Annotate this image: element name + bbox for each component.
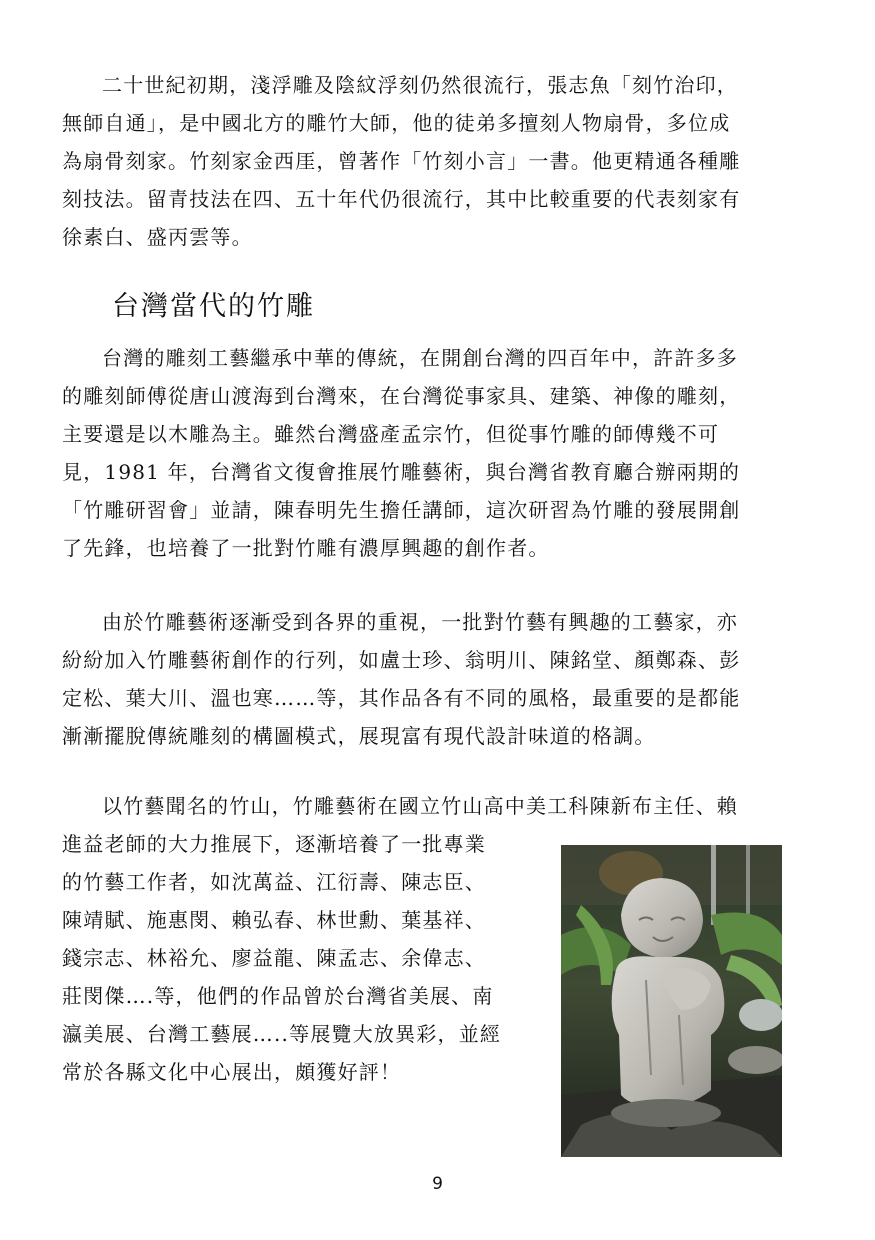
- text-line: 以竹藝聞名的竹山，竹雕藝術在國立竹山高中美工科陳新布主任、賴: [102, 794, 738, 818]
- text-line: 「竹雕研習會」並請，陳春明先生擔任講師，這次研習為竹雕的發展開創: [62, 498, 741, 522]
- text-line: 了先鋒，也培養了一批對竹雕有濃厚興趣的創作者。: [62, 536, 550, 560]
- text-line: 定松、葉大川、溫也寒……等，其作品各有不同的風格，最重要的是都能: [62, 686, 741, 710]
- text-line: 刻技法。留青技法在四、五十年代仍很流行，其中比較重要的代表刻家有: [62, 187, 741, 211]
- text-line: 瀛美展、台灣工藝展…..等展覽大放異彩，並經: [62, 1022, 502, 1046]
- text-line: 進益老師的大力推展下，逐漸培養了一批專業: [62, 832, 486, 856]
- text-line: 由於竹雕藝術逐漸受到各界的重視，一批對竹藝有興趣的工藝家，亦: [102, 610, 738, 634]
- text-line: 徐素白、盛丙雲等。: [62, 225, 253, 249]
- paragraph-artists: [62, 603, 792, 755]
- text-line: 見，1981 年，台灣省文復會推展竹雕藝術，與台灣省教育廳合辦兩期的: [62, 460, 741, 484]
- paragraph-early-20th-century: [62, 66, 792, 256]
- text-line: 的雕刻師傅從唐山渡海到台灣來，在台灣從事家具、建築、神像的雕刻，: [62, 384, 741, 408]
- text-line: 主要還是以木雕為主。雖然台灣盛產孟宗竹，但從事竹雕的師傅幾不可: [62, 422, 720, 446]
- text-line: 二十世紀初期，淺浮雕及陰紋浮刻仍然很流行，張志魚「刻竹治印，: [102, 73, 738, 97]
- text-line: 紛紛加入竹雕藝術創作的行列，如盧士珍、翁明川、陳銘堂、顏鄭森、彭: [62, 648, 741, 672]
- paragraph-taiwan-tradition: [62, 339, 792, 567]
- text-line: 漸漸擺脫傳統雕刻的構圖模式，展現富有現代設計味道的格調。: [62, 724, 656, 748]
- text-line: 莊閔傑….等，他們的作品曾於台灣省美展、南: [62, 984, 494, 1008]
- text-line: 錢宗志、林裕允、廖益龍、陳孟志、余偉志、: [62, 946, 486, 970]
- text-line: 台灣的雕刻工藝繼承中華的傳統，在開創台灣的四百年中，許許多多: [102, 346, 738, 370]
- page-number: 9: [432, 1174, 443, 1194]
- text-line: 無師自通」，是中國北方的雕竹大師，他的徒弟多擅刻人物扇骨，多位成: [62, 111, 731, 135]
- stone-statue-photo: [561, 845, 782, 1157]
- text-line: 的竹藝工作者，如沈萬益、江衍壽、陳志臣、: [62, 870, 486, 894]
- text-line: 常於各縣文化中心展出，頗獲好評！: [62, 1060, 402, 1084]
- section-heading: 台灣當代的竹雕: [112, 291, 315, 322]
- text-line: 陳靖賦、施惠閔、賴弘春、林世勳、葉基祥、: [62, 908, 486, 932]
- text-line: 為扇骨刻家。竹刻家金西厓，曾著作「竹刻小言」一書。他更精通各種雕: [62, 149, 741, 173]
